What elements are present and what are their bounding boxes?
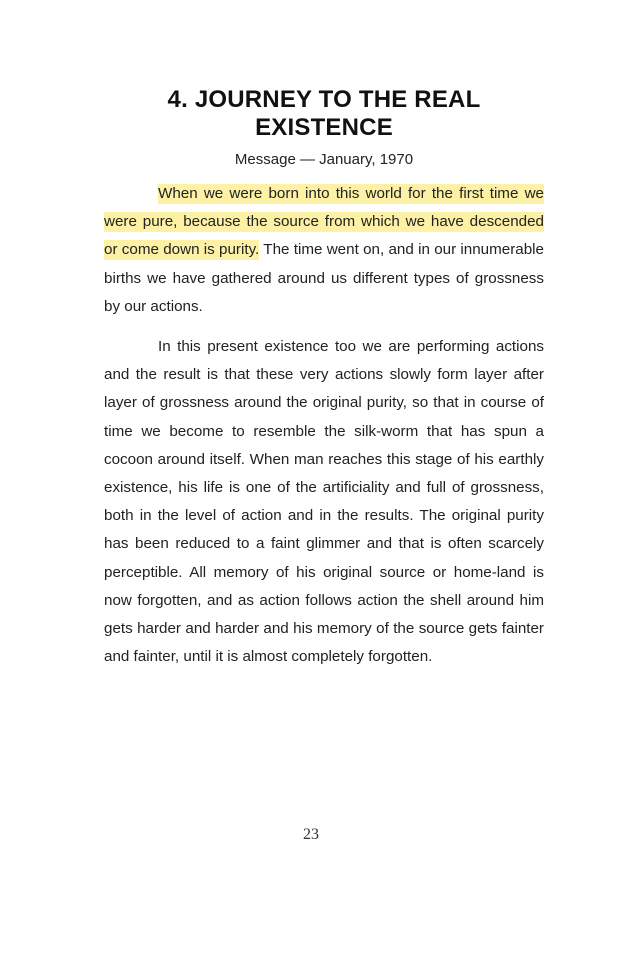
page-number: 23 (303, 826, 319, 843)
chapter-subtitle: Message — January, 1970 (234, 151, 414, 168)
chapter-title: 4. JOURNEY TO THE REAL EXISTENCE (167, 86, 481, 141)
page-content (104, 86, 544, 671)
highlighted-text[interactable]: When we were born into this world for the first time we were pure, because the source from which we have descended or come down is purity. (104, 185, 544, 259)
paragraph-1 (104, 180, 544, 321)
paragraph-1-rest: The time went on, and in our innumerable births we have gathered around us different types of grossness by our actions. (104, 241, 545, 315)
paragraph-2: In this present existence too we are performing actions and the result is that these very actions slowly form layer after layer of grossness around the original purity, so that in course of time we become to resemble the silk-worm that has spun a cocoon around itself. When man reaches this stage of his earthly existence, his life is one of the artificiality and full of grossness, both in the level of action and in the results. The original purity has been reduced to a faint glimmer and that is often scarcely perceptible. All memory of his original source or home-land is now forgotten, and as action follows action the shell around him gets harder and harder and his memory of the source gets fainter and fainter, until it is almost completely forgotten. (104, 338, 544, 666)
